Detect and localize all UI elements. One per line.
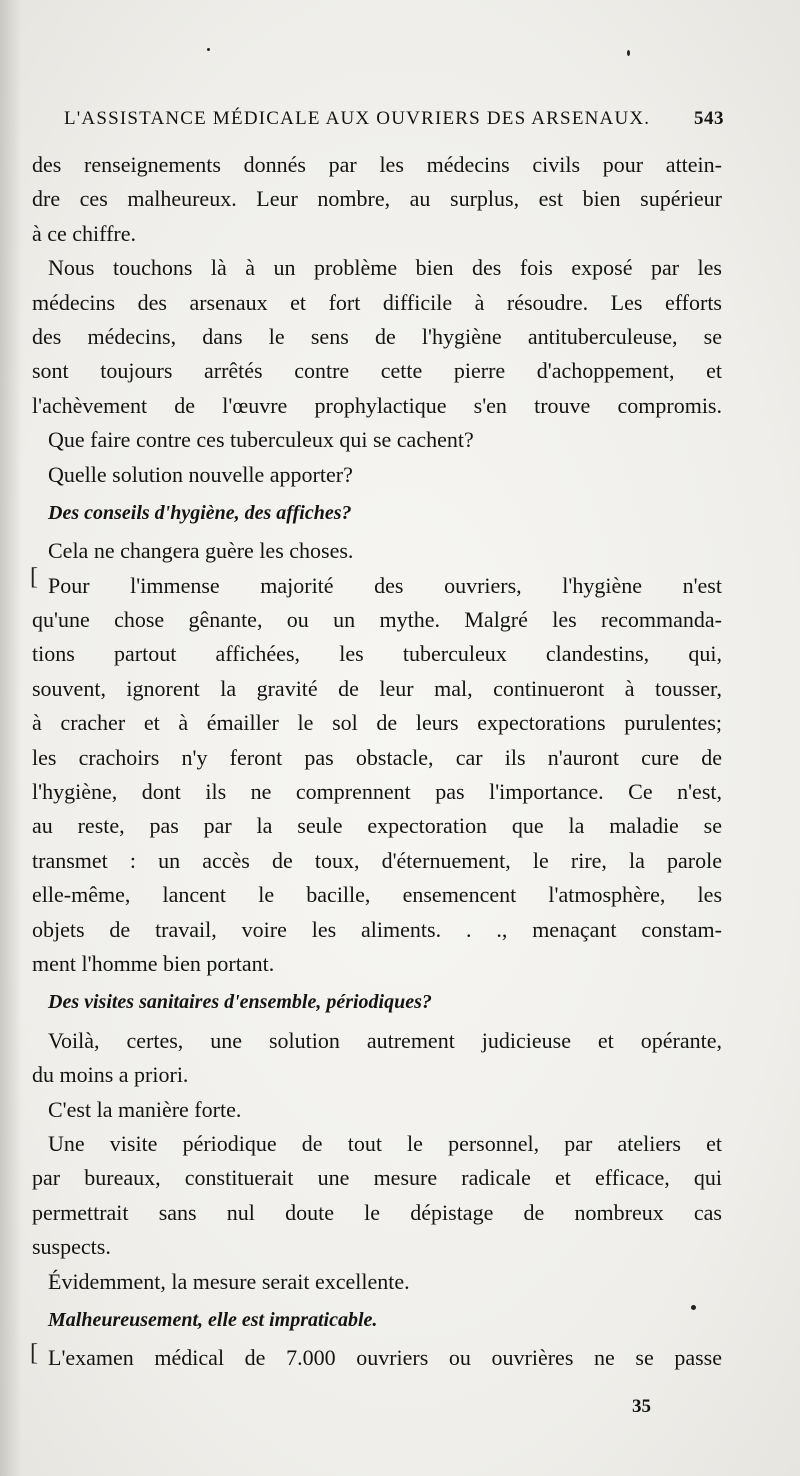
signature-mark: 35 (632, 1396, 651, 1417)
text-line: Nous touchons là à un problème bien des fois exposé par les (48, 255, 722, 281)
text-line: par bureaux, constituerait une mesure radicale et efficace, qui (32, 1165, 722, 1191)
section-heading: Des visites sanitaires d'ensemble, périodiques? (48, 991, 432, 1014)
text-line: elle-même, lancent le bacille, ensemencent l'atmosphère, les (32, 882, 722, 908)
text-line: du moins a priori. (32, 1062, 189, 1088)
section-heading: Malheureusement, elle est impraticable. (48, 1308, 378, 1331)
text-line: transmet : un accès de toux, d'éternuement, le rire, la parole (32, 847, 722, 873)
text-line: l'achèvement de l'œuvre prophylactique s'en trouve compromis. (32, 392, 722, 418)
text-line: Que faire contre ces tuberculeux qui se cachent? (48, 427, 474, 453)
text-line: souvent, ignorent la gravité de leur mal, continueront à tousser, (32, 675, 722, 701)
binding-shadow (0, 0, 22, 1476)
running-title: L'ASSISTANCE MÉDICALE AUX OUVRIERS DES ARSENAUX. (64, 108, 651, 129)
ink-speck (627, 50, 630, 56)
text-line: C'est la manière forte. (48, 1096, 242, 1122)
text-line: des renseignements donnés par les médecins civils pour attein- (32, 152, 722, 177)
page-number: 543 (694, 108, 724, 129)
text-line: dre ces malheureux. Leur nombre, au surplus, est bien supérieur (32, 186, 722, 212)
text-line: Évidemment, la mesure serait excellente. (48, 1268, 410, 1294)
ink-speck (691, 1305, 696, 1310)
text-line: les crachoirs n'y feront pas obstacle, car ils n'auront cure de (32, 744, 722, 770)
text-line: qu'une chose gênante, ou un mythe. Malgré les recommanda- (32, 607, 722, 633)
text-line: tions partout affichées, les tuberculeux clandestins, qui, (32, 641, 722, 667)
text-line: à ce chiffre. (32, 220, 137, 246)
text-line: à cracher et à émailler le sol de leurs expectorations purulentes; (32, 710, 722, 736)
text-line: Cela ne changera guère les choses. (48, 538, 354, 564)
running-header (64, 108, 724, 130)
text-line: ment l'homme bien portant. (32, 950, 275, 976)
text-line: l'hygiène, dont ils ne comprennent pas l'importance. Ce n'est, (32, 779, 722, 805)
margin-bracket-mark: [ (30, 564, 38, 590)
margin-bracket-mark: [ (30, 1340, 38, 1366)
text-line: Voilà, certes, une solution autrement judicieuse et opérante, (48, 1027, 722, 1053)
section-heading: Des conseils d'hygiène, des affiches? (48, 501, 352, 524)
text-line: Une visite périodique de tout le personnel, par ateliers et (48, 1130, 722, 1156)
text-line: au reste, pas par la seule expectoration que la maladie se (32, 813, 722, 839)
text-line: médecins des arsenaux et fort difficile à résoudre. Les efforts (32, 289, 722, 315)
body-text (32, 148, 722, 1376)
text-line: objets de travail, voire les aliments. . ., menaçant constam- (32, 916, 722, 942)
text-line: des médecins, dans le sens de l'hygiène antituberculeuse, se (32, 323, 722, 349)
text-line: permettrait sans nul doute le dépistage de nombreux cas (32, 1199, 722, 1225)
text-line: suspects. (32, 1234, 111, 1260)
text-line: L'examen médical de 7.000 ouvriers ou ouvrières ne se passe (48, 1345, 722, 1371)
text-line: Pour l'immense majorité des ouvriers, l'hygiène n'est (48, 572, 722, 598)
ink-speck (207, 48, 210, 51)
text-line: Quelle solution nouvelle apporter? (48, 461, 353, 487)
text-line: sont toujours arrêtés contre cette pierre d'achoppement, et (32, 358, 722, 384)
